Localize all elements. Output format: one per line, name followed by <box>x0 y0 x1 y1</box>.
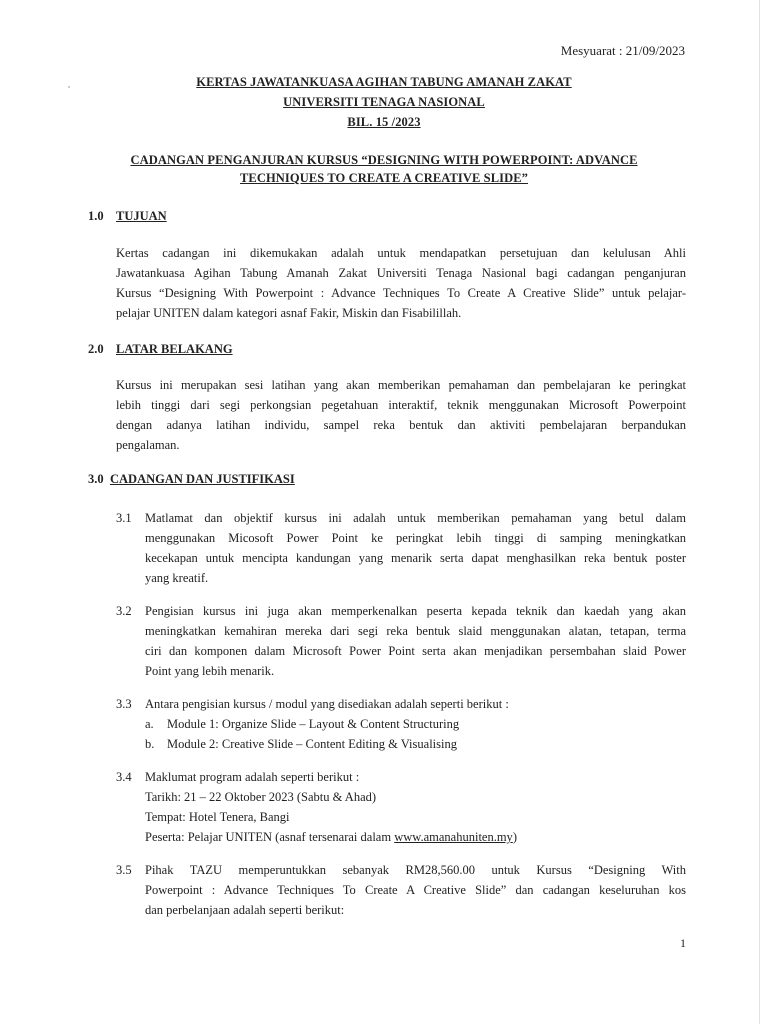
subsection-3-1-paragraph <box>145 508 686 588</box>
list-item-text: Module 1: Organize Slide – Layout & Content Structuring <box>167 717 460 731</box>
section-3-number: 3.0 <box>88 472 104 486</box>
paragraph-line: kecekapan untuk mencipta kandungan yang menarik serta dapat menghasilkan reka bentuk poster <box>145 551 686 565</box>
subsection-3-3-number: 3.3 <box>116 697 132 711</box>
paragraph-line: menggunakan Micosoft Power Point ke peringkat lebih tinggi di samping meningkatkan <box>145 531 686 545</box>
paragraph-line: Point yang lebih menarik. <box>145 664 275 678</box>
section-1-heading <box>88 209 167 224</box>
paragraph-line: Pengisian kursus ini juga akan memperkenalkan peserta kepada teknik dan kaedah yang akan <box>145 604 686 618</box>
section-2-title: LATAR BELAKANG <box>116 342 233 356</box>
paragraph-line: Maklumat program adalah seperti berikut : <box>145 770 360 784</box>
paragraph-line: yang kreatif. <box>145 571 209 585</box>
subsection-3-2-number: 3.2 <box>116 604 132 618</box>
subsection-3-5-number: 3.5 <box>116 863 132 877</box>
section-2-paragraph <box>116 375 686 455</box>
list-item-text: Module 2: Creative Slide – Content Editing & Visualising <box>167 737 457 751</box>
participants-text: Peserta: Pelajar UNITEN (asnaf tersenarai dalam <box>145 830 395 844</box>
paragraph-line: dengan adanya latihan individu, sampel reka bentuk dan aktiviti pembelajaran berpandukan <box>116 418 686 432</box>
program-venue: Tempat: Hotel Tenera, Bangi <box>145 810 290 824</box>
participants-close: ) <box>512 830 517 844</box>
asnaf-link[interactable]: www.amanahuniten.my <box>394 830 513 844</box>
section-1-paragraph <box>116 243 686 323</box>
header-line-1: KERTAS JAWATANKUASA AGIHAN TABUNG AMANAH ZAKAT <box>196 75 572 89</box>
meeting-date: Mesyuarat : 21/09/2023 <box>560 43 685 58</box>
subsection-3-5-paragraph <box>145 860 686 920</box>
subsection-3-3-paragraph <box>145 694 686 754</box>
paragraph-line: ciri dan komponen dalam Microsoft Power Point serta akan menjadikan persembahan slaid Power <box>145 644 686 658</box>
paragraph-line: Kursus ini merupakan sesi latihan yang akan memberikan pemahaman dan pembelajaran ke peringkat <box>116 378 686 392</box>
paragraph-line: dan perbelanjaan adalah seperti berikut: <box>145 903 345 917</box>
paragraph-line: meningkatkan kemahiran mereka dari segi reka bentuk slaid menggunakan alatan, tetapan, terma <box>145 624 686 638</box>
section-2-heading <box>88 342 233 357</box>
paragraph-line: pengalaman. <box>116 438 180 452</box>
program-date: Tarikh: 21 – 22 Oktober 2023 (Sabtu & Ahad) <box>145 790 377 804</box>
paragraph-line: pelajar UNITEN dalam kategori asnaf Fakir, Miskin dan Fisabilillah. <box>116 306 462 320</box>
list-marker: b. <box>145 737 155 751</box>
proposal-title-line-2: TECHNIQUES TO CREATE A CREATIVE SLIDE” <box>239 171 529 185</box>
header-line-3: BIL. 15 /2023 <box>347 115 421 129</box>
section-2-number: 2.0 <box>88 342 104 356</box>
paragraph-line: Kursus “Designing With Powerpoint : Advance Techniques To Create A Creative Slide” untuk pelajar- <box>116 286 686 300</box>
subsection-3-2-paragraph <box>145 601 686 681</box>
subsection-3-1-number: 3.1 <box>116 511 132 525</box>
paragraph-line: Antara pengisian kursus / modul yang disediakan adalah seperti berikut : <box>145 697 509 711</box>
list-marker: a. <box>145 717 154 731</box>
paragraph-line: lebih tinggi dari segi perkongsian pegetahuan interaktif, teknik menggunakan Microsoft Powerpoint <box>116 398 686 412</box>
program-participants <box>145 827 686 847</box>
page-number: 1 <box>680 936 686 950</box>
section-1-title: TUJUAN <box>116 209 167 223</box>
section-3-title: CADANGAN DAN JUSTIFIKASI <box>110 472 295 486</box>
paragraph-line: Pihak TAZU memperuntukkan sebanyak RM28,560.00 untuk Kursus “Designing With <box>145 863 686 877</box>
subsection-3-4-number: 3.4 <box>116 770 132 784</box>
paragraph-line: Kertas cadangan ini dikemukakan adalah untuk mendapatkan persetujuan dan kelulusan Ahli <box>116 246 686 260</box>
section-3-heading <box>88 472 295 487</box>
module-list-item <box>145 734 686 754</box>
proposal-title-line-1: CADANGAN PENGANJURAN KURSUS “DESIGNING WITH POWERPOINT: ADVANCE <box>130 153 638 167</box>
section-1-number: 1.0 <box>88 209 104 223</box>
paragraph-line: Matlamat dan objektif kursus ini adalah untuk memberikan pemahaman yang betul dalam <box>145 511 686 525</box>
paragraph-line: Powerpoint : Advance Techniques To Create A Creative Slide” dan cadangan keseluruhan kos <box>145 883 686 897</box>
subsection-3-4-paragraph <box>145 767 686 847</box>
header-line-2: UNIVERSITI TENAGA NASIONAL <box>283 95 485 109</box>
module-list-item <box>145 714 686 734</box>
paragraph-line: Jawatankuasa Agihan Tabung Amanah Zakat Universiti Tenaga Nasional bagi cadangan penganjuran <box>116 266 686 280</box>
